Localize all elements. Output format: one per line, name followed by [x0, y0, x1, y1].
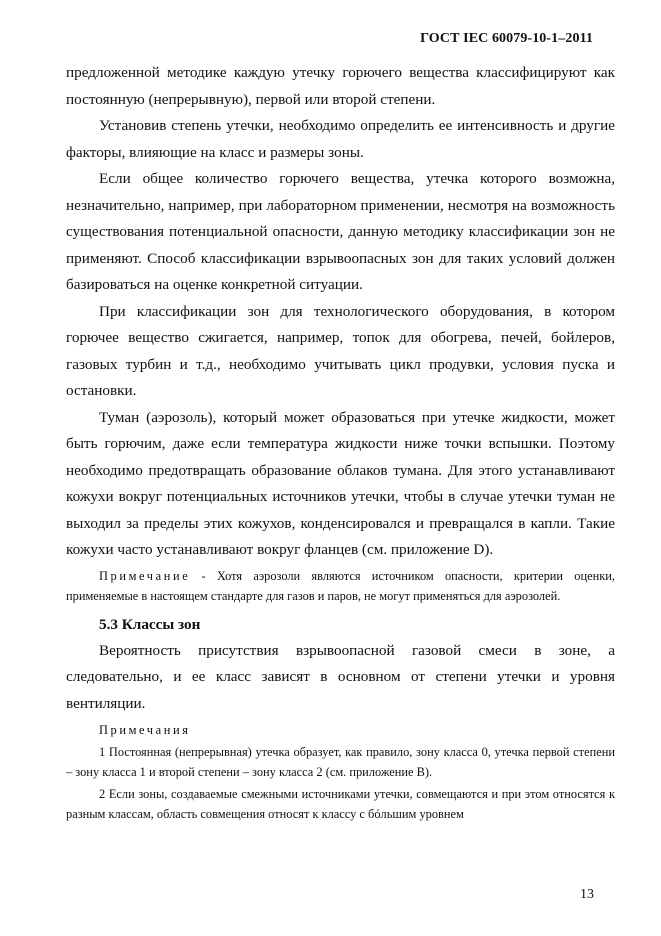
note-label: Примечание — [99, 568, 191, 583]
section-heading: 5.3 Классы зон — [99, 615, 201, 633]
notes-title: Примечания — [99, 723, 191, 737]
paragraph-zone-classes: Вероятность присутствия взрывоопасной газовой смеси в зоне, а следовательно, и ее класс зависят в основном от степени утечки и уровня вентиляции. — [66, 641, 615, 712]
note-aerosol — [66, 566, 615, 606]
note-item-1: 1 Постоянная (непрерывная) утечка образует, как правило, зону класса 0, утечка первой степени – зону класса 1 и второй степени – зону класса 2 (см. приложение В). — [66, 745, 615, 779]
document-header: ГОСТ IEC 60079-10-1–2011 — [420, 31, 593, 46]
paragraph-combustion-equipment: При классификации зон для технологического оборудования, в котором горючее вещество сжигается, например, топок для обогрева, печей, бойлеров, газовых турбин и т.д., необходимо учитывать цикл продувки, условия пуска и остановки. — [66, 302, 615, 399]
note-item-2: 2 Если зоны, создаваемые смежными источниками утечки, совмещаются и при этом относятся к разным классам, область совмещения относят к классу с бóльшим уровнем — [66, 787, 615, 821]
paragraph-aerosol: Туман (аэрозоль), который может образоваться при утечке жидкости, может быть горючим, даже если температура жидкости ниже точки вспышки. Поэтому необходимо предотвращать образование облаков тумана. Для этого устанавливают кожухи вокруг потенциальных источников утечки, чтобы в случае утечки туман не выходил за пределы этих кожухов, конденсировался и превращался в капли. Такие кожухи часто устанавливают вокруг фланцев (см. приложение D). — [66, 408, 615, 558]
paragraph-continuation: предложенной методике каждую утечку горючего вещества классифицируют как постоянную (непрерывную), первой или второй степени. — [66, 64, 615, 108]
paragraph-leak-intensity: Установив степень утечки, необходимо определить ее интенсивность и другие факторы, влияющие на класс и размеры зоны. — [66, 117, 615, 161]
paragraph-small-quantity: Если общее количество горючего вещества, утечка которого возможна, незначительно, например, при лабораторном применении, несмотря на возможность существования потенциальной опасности, данную методику классификации зон не применяют. Способ классификации взрывоопасных зон для таких условий должен базироваться на оценке конкретной ситуации. — [66, 170, 615, 293]
page-body — [66, 60, 615, 824]
page-number: 13 — [580, 887, 594, 902]
note-text: - Хотя аэрозоли являются источником опасности, критерии оценки, применяемые в настоящем стандарте для газов и паров, не могут применяться для аэрозолей. — [66, 568, 615, 603]
